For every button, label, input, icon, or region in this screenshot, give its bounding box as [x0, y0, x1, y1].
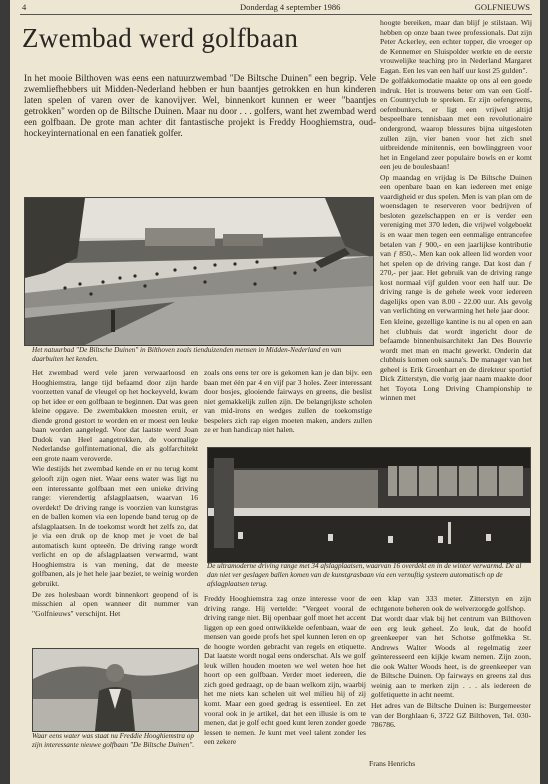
paragraph: Een kleine, gezellige kantine is nu al open en aan het clubhuis dat wordt ingericht door de befaamde binnenhuisarchitekt Jan Des Bouvrie wordt met man en macht gewerkt. Onderin dat clubhuis komen ook sauna's. De manager van het geheel is Erik Groenhart en de direkteur sportief Dick Zitterstyn, die vorig jaar naam maakte door het Toyota Long Driving Championship te winnen met — [380, 316, 532, 403]
article-title: Zwembad werd golfbaan — [22, 23, 299, 53]
paragraph: hoogte bereiken, maar dan blijf je stilstaan. Wij hebben op onze baan twee professionals. Dat zijn Peter Ackerley, een echter topper, die vroeger op de Kennemer en Sluispolder werkte en de eerste vrouwelijke teaching pro in Nederland Margaret Eagan. Een les van een half uur kost 25 gulden". — [380, 18, 532, 75]
paragraph: Het zwembad werd vele jaren verwaarloosd en Hooghiemstra, lange tijd befaamd door zijn harde voorzetten vanaf de vleugel op het hockeyveld, kwam op het idee er een golfbaan te beginnen. Dat was geen kleine opgave. De zwembakken moesten eruit, er diende grond gestort te worden en er moest een leuke baan worden aangelegd. Voor dat laatste werd Joan Dudok van Heel aangetrokken, de voormalige Nederlandse golfinternational, die als golfarchitekt een grote naam veroverde. — [32, 368, 198, 463]
pool-photo-caption: Het natuurbad "De Biltsche Duinen" in Bilthoven zoals tienduizenden mensen in Midden-Nederland en van daarbuiten het kenden. — [32, 346, 342, 363]
column-left — [32, 368, 198, 650]
issue-date: Donderdag 4 september 1986 — [240, 2, 341, 12]
paragraph: zoals ons eens ter ore is gekomen kan je dan bijv. een baan met één par 4 en vijf par 3 holes. Zeer interessant door bosjes, glooiende fairways en greens, die beslist niet gemakkelijk zullen zijn. De belangrijkste scholen van mid-irons en wedges zullen de toekomstige bespelers zich rap eigen moeten maken, anders zullen ze er hun handicap niet halen. — [204, 368, 372, 435]
article-intro: In het mooie Bilthoven was eens een natuurzwembad "De Biltsche Duinen" een begrip. Vele zwemliefhebbers uit Midden-Nederland hebben er hun baantjes getrokken en hun kinderen laten spelen of varen over de kanovijver. Wel, binnenkort kunnen er weer "baantjes getrokken" worden op de Biltsche Duinen. Maar nu door . . . golfers, want het zwembad werd een golfbaan. De grote man achter dit fantastische projekt is Freddy Hooghiemstra, oud-hockeyinternational en een fanatiek golfer. — [24, 74, 376, 140]
paragraph: Freddy Hooghiemstra zag onze interesse voor de driving range. Hij vertelde: "Vergeet vooral de driving range niet. Bij openbaar golf moet het accent liggen op een goed ontwikkelde oefenbaan, waar de mensen van goede profs het spel kunnen leren en op de hoogte worden gebracht van regels en etiquette. Dat laatste wordt nogal eens onderschat. Als we golf leuk willen houden moeten we wel weten hoe het hoort op een golfbaan. Verder moet iedereen, die zich goed gedraagt, op de baan welkom zijn, waarbij het me niets kan schelen uit wel milieu hij of zij komt. Maar een goed gedrag is essentieel. En zet vooral ook in je artikel, dat het een illusie is om te menen, dat je golf echt goed kunt leren zonder goede lessen te nemen. Je kunt met veel talent zonder les een zekere — [204, 594, 366, 747]
driving-range-photo-caption: De ultramoderne driving range met 34 afslagplaatsen, waarvan 16 overdekt en in de winter verwarmd. De al dan niet ver geslagen ballen komen van de kunstgrasbaan via een vernuftig systeem automatisch op de afslagplaatsen terug. — [207, 562, 522, 588]
section-name: GOLFNIEUWS — [474, 2, 530, 12]
page-number: 4 — [22, 2, 27, 12]
driving-range-photo — [207, 447, 531, 563]
header-rule — [20, 14, 532, 15]
paragraph: Wie destijds het zwembad kende en er nu terug komt gelooft zijn ogen niet. Waar eens water was ligt nu een interessante golfbaan met een unieke driving range: vierendertig afslagplaatsen, waarvan 16 overdekt! De driving range is voorzien van kunstgras en de ballen komen via een lopende band terug op de afslagplaatsen. In de toekomst wordt het zelfs zo, dat je via een druk op de knop met je voet de bal automatisch kunt opteeën. De driving range wordt verlicht en op de afslagplaatsen verwarmd, want Hooghiemstra is van mening, dat de meeste golfbanen, als je het hele jaar beziet, te weinig worden gebruikt. — [32, 464, 198, 589]
paragraph: Het adres van de Biltsche Duinen is: Burgemeester van der Borghlaan 6, 3722 GZ Bilthoven, Tel. 030-786786. — [371, 701, 531, 730]
portrait-photo-caption: Waar eens water was staat nu Freddie Hooghiemstra op zijn interessante nieuwe golfbaan "De Biltsche Duinen". — [32, 732, 195, 749]
paragraph: Op maandag en vrijdag is De Biltsche Duinen een openbare baan en kan iedereen met enige vaardigheid er dus spelen. Men is van plan om de woensdagen te reserveren voor bedrijven of besloten gezelschappen en er is verder een vereniging met 370 leden, die vrijwel volgeboekt is en waar men tegen een eenmalige entrancefee betalen van ƒ 900,- en een jaarlijkse kontributie van ƒ 850,-. Men kan ook alleen lid worden voor het spelen op de driving range. Dat kost dan ƒ 270,- per jaar. Het gebruik van de driving range kost normaal vijf gulden voor een half uur. De driving range is de gehele week voor iedereen dagelijks open van 8.00 - 22.00 uur. Als gevolg van verlichting en verwarming het hele jaar door. — [380, 172, 532, 316]
column-right-bottom — [371, 594, 531, 754]
author-signature: Frans Henrichs — [369, 759, 416, 768]
pool-photo — [24, 197, 374, 346]
portrait-photo — [32, 648, 199, 732]
column-middle-bottom — [204, 594, 366, 770]
newspaper-page — [10, 0, 540, 784]
paragraph: De zes holesbaan wordt binnenkort geopend of is misschien al open wanneer dit nummer van "Golfnieuws" verschijnt. Het — [32, 589, 198, 618]
column-middle-top — [204, 368, 372, 444]
column-right-top — [380, 18, 532, 446]
paragraph: een klap van 333 meter. Zitterstyn en zijn echtgenote beheren ook de welverzorgde golfshop. — [371, 594, 531, 613]
paragraph: Dat wordt daar vlak bij het centrum van Bilthoven een erg leuk geheel. Zo leuk, dat de hoofd greenkeeper van het Schotse golfmekka St. Andrews Walter Woods al regelmatig zeer geïnteresseerd een kijkje kwam nemen. Zijn zoon, die ook Walter Woods heet, is de greenkeeper van de Biltsche Duinen. Op fairways en greens zal dus weinig aan te merken zijn . . . als iedereen de golfetiquette in acht neemt. — [371, 614, 531, 700]
paragraph: De golfakkomodatie maakte op ons al een goede indruk. Het is trouwens beter om van een Golf- en Countryclub te spreken. Er zijn oefengreens, oefenbunkers, er ligt een vrijwel altijd bespeelbare tennisbaan met een revolutionaire ondergrond, waarop blessures bijna uitgesloten zullen zijn, vier banen voor het zich snel uitbreidende minitennis, een bowlinggreen voor het in Engeland zeer populaire bowls en er komt een jeu de boulesbaan! — [380, 76, 532, 172]
